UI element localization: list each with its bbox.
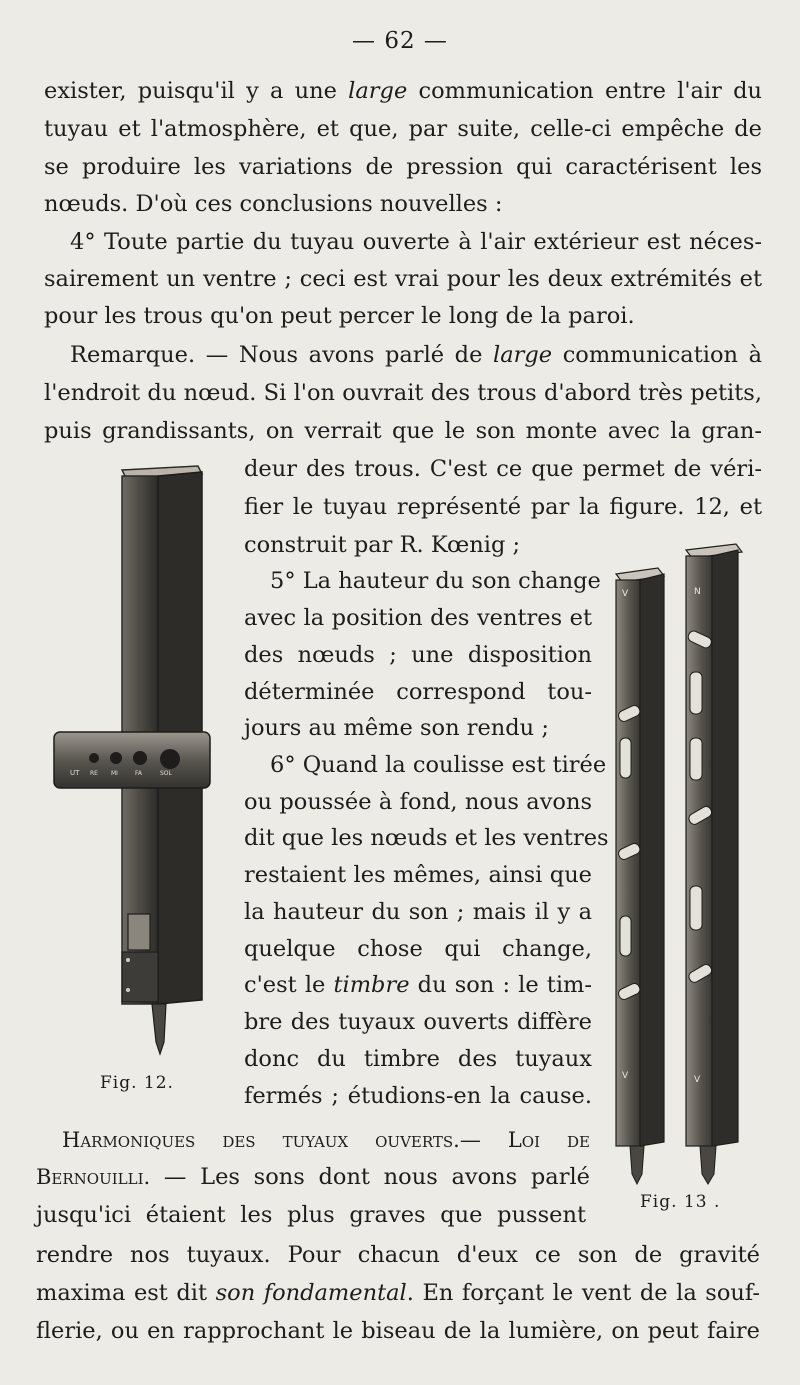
fig13-left-label-top: V [622, 589, 629, 599]
text-line: nœuds. D'où ces conclusions nouvelles : [44, 191, 503, 217]
slide-label-mi: MI [111, 770, 118, 777]
text-line: restaient les mêmes, ainsi que [244, 862, 592, 888]
text-line: dit que les nœuds et les ventres [244, 825, 609, 851]
slide-label-fa: FA [135, 770, 143, 777]
text-line: sairement un ventre ; ceci est vrai pour les deux extrémités et [44, 266, 762, 292]
page-number: — 62 — [352, 28, 448, 54]
slide-label-sol: SOL [160, 770, 172, 777]
text-line: déterminée correspond tou- [244, 679, 592, 705]
text-line: l'endroit du nœud. Si l'on ouvrait des trous d'abord très petits, [44, 380, 762, 406]
text-line: rendre nos tuyaux. Pour chacun d'eux ce son de gravité [36, 1242, 760, 1268]
fig13-left-label-bottom: V [622, 1071, 629, 1081]
text-line: tuyau et l'atmosphère, et que, par suite, celle-ci empêche de [44, 116, 762, 142]
figure-13-illustration [606, 538, 756, 1188]
text-line: avec la position des ventres et [244, 605, 592, 631]
text-line: donc du timbre des tuyaux [244, 1046, 592, 1072]
text-line: 6° Quand la coulisse est tirée [270, 752, 607, 778]
text-line: deur des trous. C'est ce que permet de véri- [244, 456, 762, 482]
text-line: fermés ; étudions-en la cause. [244, 1083, 592, 1109]
text-line: 4° Toute partie du tuyau ouverte à l'air extérieur est néces- [70, 229, 762, 255]
text-line: maxima est dit son fondamental. En forçant le vent de la souf- [36, 1280, 760, 1306]
text-line: pour les trous qu'on peut percer le long de la paroi. [44, 303, 635, 329]
text-line: construit par R. Kœnig ; [244, 532, 521, 558]
fig13-right-label-bottom: V [694, 1075, 701, 1085]
figure-13-caption: Fig. 13 . [640, 1192, 721, 1212]
text-line: quelque chose qui change, [244, 936, 592, 962]
text-line: jusqu'ici étaient les plus graves que pussent [36, 1202, 586, 1228]
figure-12-illustration [48, 462, 218, 1062]
text-line: la hauteur du son ; mais il y a [244, 899, 592, 925]
text-line: des nœuds ; une disposition [244, 642, 592, 668]
text-line: jours au même son rendu ; [244, 715, 549, 741]
text-line: se produire les variations de pression qui caractérisent les [44, 154, 762, 180]
slide-label-ut: UT [70, 769, 80, 777]
slide-label-re: RE [90, 770, 98, 777]
text-line: fier le tuyau représenté par la figure. 12, et [244, 494, 762, 520]
text-line: ou poussée à fond, nous avons [244, 789, 592, 815]
text-line: c'est le timbre du son : le tim- [244, 972, 592, 998]
text-line: 5° La hauteur du son change [270, 568, 601, 594]
text-line: bre des tuyaux ouverts diffère [244, 1009, 592, 1035]
text-line: exister, puisqu'il y a une large communication entre l'air du [44, 78, 762, 104]
figure-12-caption: Fig. 12. [100, 1073, 174, 1093]
text-line: Remarque. — Nous avons parlé de large communication à [70, 342, 762, 368]
text-line: Bernouilli. — Les sons dont nous avons parlé [36, 1164, 590, 1190]
fig13-right-label-top: N [694, 587, 701, 597]
text-line: flerie, ou en rapprochant le biseau de la lumière, on peut faire [36, 1318, 760, 1344]
text-line: puis grandissants, on verrait que le son monte avec la gran- [44, 418, 762, 444]
section-heading: Harmoniques des tuyaux ouverts.— Loi de [62, 1128, 590, 1152]
